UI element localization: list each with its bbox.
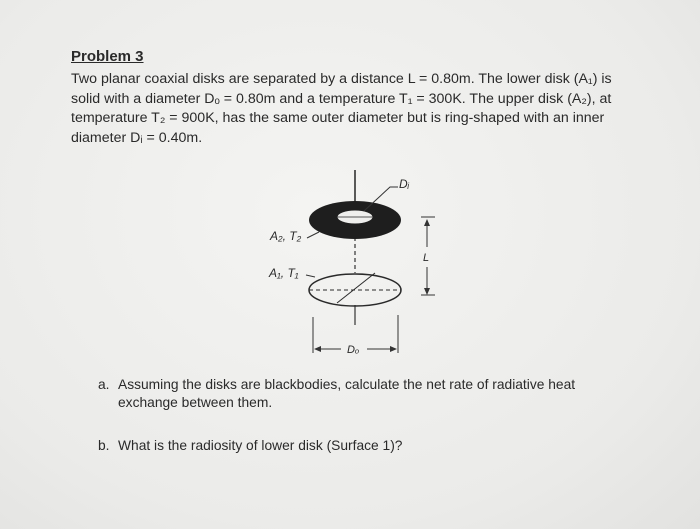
statement-line: solid with a diameter Dₒ = 0.80m and a temperature T₁ = 300K. The upper disk (A₂), at bbox=[71, 90, 612, 107]
problem-statement bbox=[71, 70, 671, 148]
inner-diameter-label: Dᵢ bbox=[399, 177, 410, 191]
upper-ring-disk bbox=[309, 201, 401, 239]
statement-line: temperature T₂ = 900K, has the same outer diameter but is ring-shaped with an inner bbox=[71, 110, 605, 126]
question-b bbox=[98, 437, 638, 455]
question-a bbox=[98, 376, 638, 412]
distance-label: L bbox=[423, 252, 430, 264]
question-text: What is the radiosity of lower disk (Surface 1)? bbox=[118, 438, 403, 453]
problem-title: Problem 3 bbox=[71, 48, 144, 65]
lower-solid-disk bbox=[309, 273, 401, 306]
question-text: Assuming the disks are blackbodies, calculate the net rate of radiative heat exchange between them. bbox=[118, 377, 576, 410]
upper-disk-leader bbox=[307, 232, 319, 238]
outer-diameter-label: Dₒ bbox=[347, 344, 360, 356]
question-letter: b. bbox=[98, 438, 110, 453]
coaxial-disks-diagram bbox=[255, 165, 455, 365]
lower-disk-leader bbox=[306, 275, 315, 277]
question-letter: a. bbox=[98, 377, 110, 392]
upper-disk-label: A₂, T₂ bbox=[270, 229, 302, 243]
lower-disk-label: A₁, T₁ bbox=[269, 266, 299, 280]
statement-line: Two planar coaxial disks are separated by a distance L = 0.80m. The lower disk (A₁) is bbox=[71, 71, 612, 87]
questions-list bbox=[98, 376, 638, 480]
statement-line: diameter Dᵢ = 0.40m. bbox=[71, 129, 203, 146]
